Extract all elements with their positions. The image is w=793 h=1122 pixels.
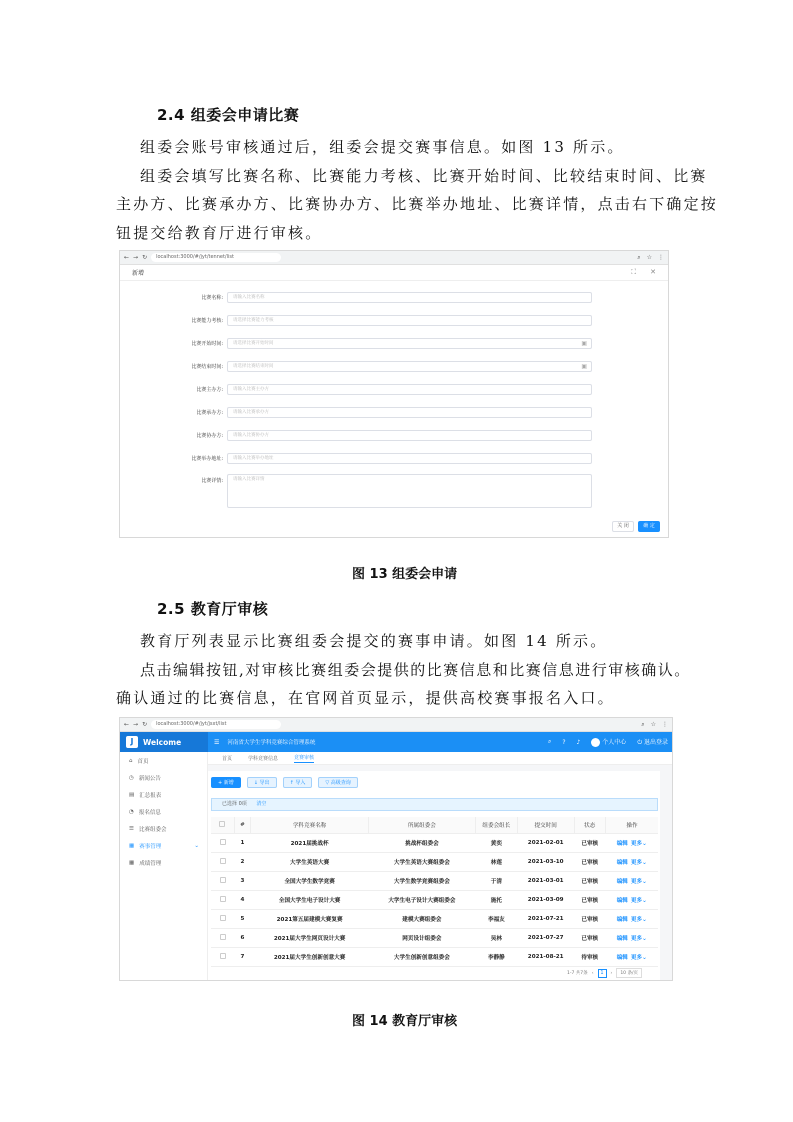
edit-button[interactable]: 编辑	[616, 954, 628, 961]
committee-name: 大学生数学竞赛组委会	[368, 871, 475, 890]
row-actions	[605, 909, 658, 928]
leader-name: 林莲	[475, 852, 517, 871]
more-label: 更多	[630, 916, 643, 923]
checkbox[interactable]	[220, 934, 226, 940]
competition-name: 全国大学生电子设计大赛	[251, 890, 369, 909]
paragraph: 钮提交给教育厅进行审核。	[116, 224, 323, 242]
start-date-picker[interactable]	[227, 338, 592, 349]
grid-icon: ▦	[129, 842, 135, 849]
report-icon: ▤	[129, 791, 135, 798]
submit-date: 2021-03-09	[517, 890, 574, 909]
menu-icon[interactable]: ⋮	[662, 720, 668, 728]
more-dropdown[interactable]	[631, 898, 647, 904]
submit-date: 2021-07-21	[517, 909, 574, 928]
search-icon[interactable]: ⌕	[641, 720, 645, 728]
committee-name: 大学生创新创意组委会	[368, 947, 475, 966]
form-row-end	[120, 359, 669, 373]
selection-count: 已选择 0项	[222, 801, 247, 807]
end-date-picker[interactable]	[227, 361, 592, 372]
leader-name: 于清	[475, 871, 517, 890]
column-header: 所属组委会	[368, 817, 475, 833]
form-row-coorganizer	[120, 428, 669, 442]
fullscreen-icon[interactable]: ⛶	[631, 268, 637, 276]
row-select[interactable]	[211, 833, 234, 852]
field-label: 比赛举办地址:	[191, 455, 223, 462]
page-tabs	[208, 752, 673, 765]
table-row	[211, 909, 658, 928]
more-dropdown[interactable]	[631, 936, 647, 942]
logo	[120, 732, 208, 752]
sidebar-item-label: 成绩管理	[139, 860, 162, 867]
form-row-start	[120, 336, 669, 350]
dialog-title: 新增	[132, 270, 145, 277]
paragraph: 组委会账号审核通过后，组委会提交赛事信息。如图 13 所示。	[140, 138, 625, 156]
star-icon[interactable]: ☆	[646, 253, 652, 261]
clear-selection-link[interactable]: 清空	[256, 801, 267, 807]
placeholder-text: 请选择比赛结束时间	[233, 363, 274, 369]
submit-date: 2021-07-27	[517, 928, 574, 947]
logout-button[interactable]	[637, 737, 668, 747]
organizer-input[interactable]: 请输入比赛承办方	[227, 407, 592, 418]
field-label: 比赛结束时间:	[191, 363, 223, 370]
committee-name: 大学生电子设计大赛组委会	[368, 890, 475, 909]
paragraph: 点击编辑按钮,对审核比赛组委会提供的比赛信息和比赛信息进行审核确认。	[140, 661, 691, 679]
form-row-ability	[120, 313, 669, 327]
checkbox[interactable]	[220, 839, 226, 845]
edit-button[interactable]: 编辑	[616, 935, 628, 942]
ability-input[interactable]: 请选择比赛能力考核	[227, 315, 592, 326]
list-icon: ☰	[129, 825, 134, 832]
figure-13-screenshot	[119, 250, 669, 538]
sidebar-item-label: 比赛组委会	[138, 826, 167, 833]
paragraph: 确认通过的比赛信息，在官网首页显示，提供高校赛事报名入口。	[116, 689, 615, 707]
export-button[interactable]: ↓ 导出	[247, 777, 277, 788]
sidebar-item-label: 汇总报表	[139, 792, 162, 799]
chevron-down-icon: ⌄	[642, 897, 647, 904]
cancel-button[interactable]: 关 闭	[612, 521, 634, 532]
more-dropdown[interactable]	[631, 841, 647, 847]
dialog-footer	[612, 521, 660, 532]
select-all-cell[interactable]	[211, 817, 234, 833]
prev-page-icon[interactable]: ‹	[591, 970, 594, 976]
more-label: 更多	[630, 935, 643, 942]
status-badge: 已审核	[574, 852, 605, 871]
close-icon[interactable]: ✕	[650, 268, 656, 276]
next-page-icon[interactable]: ›	[610, 970, 613, 976]
edit-button[interactable]: 编辑	[616, 878, 628, 885]
paragraph: 教育厅列表显示比赛组委会提交的赛事申请。如图 14 所示。	[140, 632, 608, 650]
selection-alert	[211, 798, 658, 811]
submit-date: 2021-02-01	[517, 833, 574, 852]
competition-name: 全国大学生数学竞赛	[251, 871, 369, 890]
status-badge: 已审核	[574, 890, 605, 909]
pie-icon: ◔	[129, 808, 134, 815]
form-row-detail	[120, 474, 669, 510]
coorganizer-input[interactable]: 请输入比赛协办方	[227, 430, 592, 441]
committee-name: 大学生英语大赛组委会	[368, 852, 475, 871]
competition-name: 2021届大学生网页设计大赛	[251, 928, 369, 947]
avatar	[591, 738, 600, 747]
figure-caption: 图 14 教育厅审核	[352, 1014, 458, 1029]
power-icon: ⏻	[637, 739, 643, 746]
form-row-organizer	[120, 405, 669, 419]
checkbox[interactable]	[219, 821, 225, 827]
clock-icon: ◷	[129, 774, 134, 781]
menu-icon[interactable]: ⋮	[658, 253, 664, 261]
section-heading: 2.5 教育厅审核	[157, 600, 269, 618]
submit-date: 2021-03-10	[517, 852, 574, 871]
app-header	[120, 732, 673, 752]
table-row	[211, 890, 658, 909]
browser-toolbar	[120, 718, 672, 732]
row-index: 6	[234, 928, 251, 947]
leader-name: 李福友	[475, 909, 517, 928]
more-label: 更多	[630, 859, 643, 866]
user-menu[interactable]	[591, 737, 626, 747]
import-button[interactable]: ↑ 导入	[283, 777, 313, 788]
checkbox[interactable]	[220, 877, 226, 883]
checkbox[interactable]	[220, 915, 226, 921]
sidebar-item-committee[interactable]	[120, 820, 207, 837]
chevron-down-icon: ⌄	[194, 842, 199, 849]
dialog-header	[120, 265, 668, 281]
row-index: 7	[234, 947, 251, 966]
row-index: 3	[234, 871, 251, 890]
table-row	[211, 852, 658, 871]
logo-text: Welcome	[143, 737, 182, 747]
chevron-down-icon: ⌄	[642, 954, 647, 961]
forward-icon[interactable]: →	[133, 721, 139, 728]
submit-date: 2021-08-21	[517, 947, 574, 966]
calendar-icon: ▣	[581, 339, 587, 347]
sidebar-item-report[interactable]	[120, 786, 207, 803]
column-header: 提交时间	[517, 817, 574, 833]
row-index: 1	[234, 833, 251, 852]
tab-competition-review[interactable]: 竞赛审核	[294, 754, 315, 761]
back-icon[interactable]: ←	[124, 254, 130, 261]
committee-name: 建模大赛组委会	[368, 909, 475, 928]
bell-icon[interactable]: ♪	[576, 738, 581, 746]
sidebar-item-scores[interactable]	[120, 854, 207, 871]
submit-date: 2021-03-01	[517, 871, 574, 890]
competition-name: 2021届大学生创新创意大赛	[251, 947, 369, 966]
figure-caption: 图 13 组委会申请	[352, 567, 458, 582]
status-badge: 已审核	[574, 871, 605, 890]
row-actions	[605, 928, 658, 947]
section-heading: 2.4 组委会申请比赛	[157, 106, 300, 124]
more-dropdown[interactable]	[631, 860, 647, 866]
reload-icon[interactable]: ↻	[142, 254, 148, 261]
edit-button[interactable]: 编辑	[616, 859, 628, 866]
status-badge: 待审核	[574, 947, 605, 966]
sidebar	[120, 752, 208, 981]
table-row	[211, 871, 658, 890]
placeholder-text: 请选择比赛开始时间	[233, 340, 274, 346]
committee-name: 网页设计组委会	[368, 928, 475, 947]
field-label: 比赛能力考核:	[191, 317, 223, 324]
forward-icon[interactable]: →	[133, 254, 139, 261]
sidebar-item-label: 首页	[137, 758, 149, 765]
address-input[interactable]: 请输入比赛举办地址	[227, 453, 592, 464]
competition-name: 大学生英语大赛	[251, 852, 369, 871]
chevron-down-icon: ⌄	[642, 840, 647, 847]
address-bar[interactable]: localhost:3000/#/jyt/tennet/list	[151, 253, 281, 262]
page-number[interactable]: 1	[598, 969, 607, 978]
sidebar-item-home[interactable]	[120, 752, 207, 769]
table-header	[211, 817, 658, 833]
row-select[interactable]	[211, 890, 234, 909]
logo-icon: J	[126, 736, 138, 748]
edit-button[interactable]: 编辑	[616, 916, 628, 923]
field-label: 比赛承办方:	[196, 409, 223, 416]
edit-button[interactable]: 编辑	[616, 840, 628, 847]
row-select[interactable]	[211, 909, 234, 928]
form-row-host	[120, 382, 669, 396]
sidebar-item-label: 新闻公告	[138, 775, 161, 782]
row-actions	[605, 852, 658, 871]
sidebar-item-events[interactable]	[120, 837, 207, 854]
search-icon[interactable]: ⌕	[547, 738, 552, 745]
system-name: 河南省大学生学科竞赛综合管理系统	[227, 740, 316, 746]
more-dropdown[interactable]	[631, 879, 647, 885]
leader-name: 施托	[475, 890, 517, 909]
toolbar	[211, 777, 358, 788]
competition-table	[211, 817, 658, 967]
grid-icon: ▦	[129, 859, 135, 866]
search-icon[interactable]: ⌕	[637, 253, 641, 261]
sidebar-item-label: 赛事管理	[139, 843, 162, 850]
row-actions	[605, 947, 658, 966]
row-index: 4	[234, 890, 251, 909]
committee-name: 挑战杯组委会	[368, 833, 475, 852]
chevron-down-icon: ⌄	[642, 935, 647, 942]
row-select[interactable]	[211, 852, 234, 871]
row-index: 2	[234, 852, 251, 871]
column-header: 组委会组长	[475, 817, 517, 833]
column-header: 操作	[605, 817, 658, 833]
row-actions	[605, 833, 658, 852]
form-row-address	[120, 451, 669, 465]
star-icon[interactable]: ☆	[650, 720, 656, 728]
field-label: 比赛名称:	[201, 294, 223, 301]
user-label: 个人中心	[602, 739, 627, 746]
row-select[interactable]	[211, 928, 234, 947]
more-label: 更多	[630, 897, 643, 904]
tab-competition-info[interactable]: 学科竞赛信息	[248, 755, 279, 762]
more-dropdown[interactable]	[631, 955, 647, 961]
status-badge: 已审核	[574, 833, 605, 852]
chevron-down-icon: ⌄	[642, 916, 647, 923]
table-row	[211, 928, 658, 947]
paragraph: 主办方、比赛承办方、比赛协办方、比赛举办地址、比赛详情，点击右下确定按	[116, 195, 719, 213]
checkbox[interactable]	[220, 896, 226, 902]
logout-label: 退出登录	[643, 739, 668, 746]
advanced-query-button[interactable]: ▽ 高级查询	[318, 777, 357, 788]
home-icon: ⌂	[129, 757, 133, 764]
calendar-icon: ▣	[581, 362, 587, 370]
address-bar[interactable]: localhost:3000/#/jyt/jsxt/list	[151, 720, 281, 729]
pagination	[567, 968, 642, 978]
table-card	[208, 771, 660, 981]
leader-name: 吴林	[475, 928, 517, 947]
form-row-name	[120, 290, 669, 304]
field-label: 比赛主办方:	[196, 386, 223, 393]
table-row	[211, 833, 658, 852]
detail-textarea[interactable]: 请输入比赛详情	[227, 474, 592, 508]
more-label: 更多	[630, 954, 643, 961]
column-header: 状态	[574, 817, 605, 833]
confirm-button[interactable]: 确 定	[638, 521, 660, 532]
collapse-menu-icon[interactable]: ☰	[214, 738, 220, 746]
name-input[interactable]: 请输入比赛名称	[227, 292, 592, 303]
more-dropdown[interactable]	[631, 917, 647, 923]
column-header: 学科竞赛名称	[251, 817, 369, 833]
field-label: 比赛协办方:	[196, 432, 223, 439]
chevron-down-icon: ⌄	[642, 878, 647, 885]
edit-button[interactable]: 编辑	[616, 897, 628, 904]
pager-total: 1-7 共7条	[567, 971, 588, 976]
row-select[interactable]	[211, 871, 234, 890]
add-button[interactable]: + 新增	[211, 777, 241, 788]
table-row	[211, 947, 658, 966]
leader-name: 李静静	[475, 947, 517, 966]
competition-name: 2021第五届建模大赛复赛	[251, 909, 369, 928]
sidebar-item-news[interactable]	[120, 769, 207, 786]
page-size-select[interactable]: 10 条/页	[616, 968, 642, 978]
column-header: #	[234, 817, 251, 833]
sidebar-item-label: 报名信息	[138, 809, 161, 816]
field-label: 比赛详情:	[201, 478, 223, 484]
paragraph: 组委会填写比赛名称、比赛能力考核、比赛开始时间、比较结束时间、比赛	[140, 167, 708, 185]
reload-icon[interactable]: ↻	[142, 721, 148, 728]
host-input[interactable]: 请输入比赛主办方	[227, 384, 592, 395]
back-icon[interactable]: ←	[124, 721, 130, 728]
checkbox[interactable]	[220, 858, 226, 864]
status-badge: 已审核	[574, 909, 605, 928]
figure-14-screenshot	[119, 717, 673, 981]
checkbox[interactable]	[220, 953, 226, 959]
tab-home[interactable]: 首页	[222, 755, 233, 762]
leader-name: 黄奕	[475, 833, 517, 852]
chevron-down-icon: ⌄	[642, 859, 647, 866]
main-content	[208, 765, 673, 981]
more-label: 更多	[630, 878, 643, 885]
status-badge: 已审核	[574, 928, 605, 947]
row-select[interactable]	[211, 947, 234, 966]
more-label: 更多	[630, 840, 643, 847]
browser-toolbar	[120, 251, 668, 265]
row-actions	[605, 890, 658, 909]
competition-name: 2021届挑战杯	[251, 833, 369, 852]
help-icon[interactable]: ?	[562, 738, 566, 746]
row-actions	[605, 871, 658, 890]
row-index: 5	[234, 909, 251, 928]
field-label: 比赛开始时间:	[191, 340, 223, 347]
sidebar-item-signup[interactable]	[120, 803, 207, 820]
